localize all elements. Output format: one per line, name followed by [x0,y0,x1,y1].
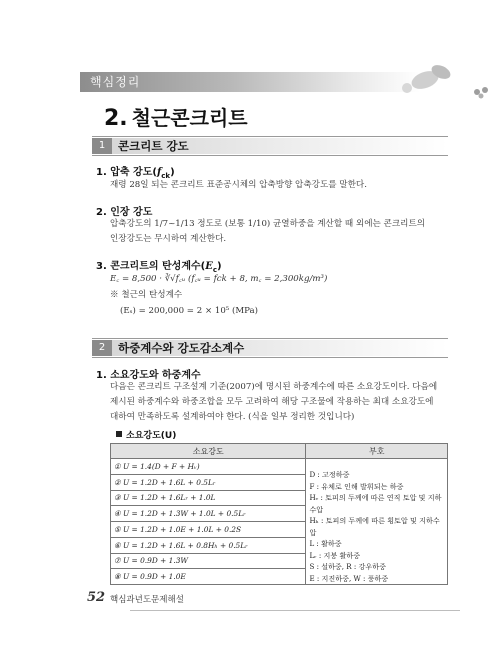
table-row: ⑥ U = 1.2D + 1.6L + 0.8Hₕ + 0.5Lᵣ [111,537,306,553]
elastic-modulus-formula: E꜀ = 8,500 · ∛√f꜀ᵤ (f꜀ᵤ = fck + 8, m꜀ = 2,300kg/m³) [110,274,328,284]
subsection-number-2: 2 [92,340,112,356]
section-title-text: 철근콘크리트 [131,106,248,130]
square-bullet-icon [116,431,122,437]
table-row: ② U = 1.2D + 1.6L + 0.5Lᵣ [111,474,306,490]
section-title [104,102,248,131]
table-row: ⑧ U = 0.9D + 1.0E [111,569,306,585]
footer-book-title: 핵심과년도문제해설 [110,595,184,605]
symbol-item: S : 설하중, R : 강우하중 [309,562,386,571]
tensile-strength-text-1: 압축강도의 1/7~1/13 정도로 (보통 1/10) 균열하중을 계산할 때 외에는 콘크리트의 [110,219,426,229]
table-row: ⑤ U = 1.2D + 1.0E + 1.0L + 0.2S [111,522,306,538]
subsection-2-rule-bottom [92,357,448,358]
factored-text-1: 다음은 콘크리트 구조설계 기준(2007)에 명시된 하중계수에 따른 소요강도이다. 다음에 [110,382,438,392]
factored-text-2: 제시된 하중계수와 하중조합을 모두 고려하여 해당 구조물에 작용하는 최대 소요강도에 [110,397,434,407]
subsection-2-rule-top [92,338,448,339]
symbol-item: D : 고정하중 [309,470,350,479]
symbol-item: L : 활하중 [309,539,342,548]
symbol-item: F : 유체로 인해 발휘되는 하중 [309,481,404,491]
required-strength-table [110,443,448,585]
table-row: ① U = 1.4(D + F + Hᵥ) [111,459,306,475]
table-row: ③ U = 1.2D + 1.6Lᵣ + 1.0L [111,490,306,506]
heading-tensile-strength: 2. 인장 강도 [96,207,153,218]
table-header-symbol: 부호 [306,444,448,459]
symbol-item: Lᵣ : 지붕 활하중 [309,550,361,560]
section-number: 2. [104,106,128,131]
heading-elastic-modulus: 3. 콘크리트의 탄성계수$(E_c)$ [96,261,222,274]
compressive-strength-text: 재령 28일 되는 콘크리트 표준공시체의 압축방향 압축강도를 말한다. [110,180,367,190]
subsection-rule-bottom [92,155,448,156]
subsection-title-2: 하중계수와 강도감소계수 [118,341,245,355]
tensile-strength-text-2: 인장강도는 무시하여 계산한다. [110,234,227,244]
subsection-rule-top [92,136,448,137]
footer-rule [130,610,460,611]
heading-factored-strength: 1. 소요강도와 하중계수 [96,370,201,381]
banner-label: 핵심정리 [90,75,141,89]
page-number: 52 [87,590,106,605]
factored-text-3: 대하여 만족하도록 설계하여야 한다. (식을 일부 정리한 것입니다) [110,412,355,422]
subsection-number-1: 1 [92,138,112,154]
rebar-modulus-formula: (Eₛ) = 200,000 = 2 × 10⁵ (MPa) [120,306,259,316]
symbol-item: Hᵥ : 토피의 두께에 따른 연직 토압 및 지하수압 [309,493,442,514]
symbol-item: Hₕ : 토피의 두께에 따른 횡토압 및 지하수압 [309,516,440,537]
table-row: ④ U = 1.2D + 1.3W + 1.0L + 0.5Lᵣ [111,506,306,522]
table-title: 소요강도(U) [116,428,176,441]
decorative-leaf-illustration [395,58,495,102]
symbol-legend-cell [306,459,448,585]
table-header-strength: 소요강도 [111,444,306,459]
table-row: ⑦ U = 0.9D + 1.3W [111,553,306,569]
symbol-item: E : 지진하중, W : 풍하중 [309,573,389,583]
rebar-modulus-note: ※ 철근의 탄성계수 [110,290,183,300]
heading-compressive-strength: 1. 압축 강도$(f_{ck})$ [96,167,175,180]
subsection-title-1: 콘크리트 강도 [118,139,189,153]
